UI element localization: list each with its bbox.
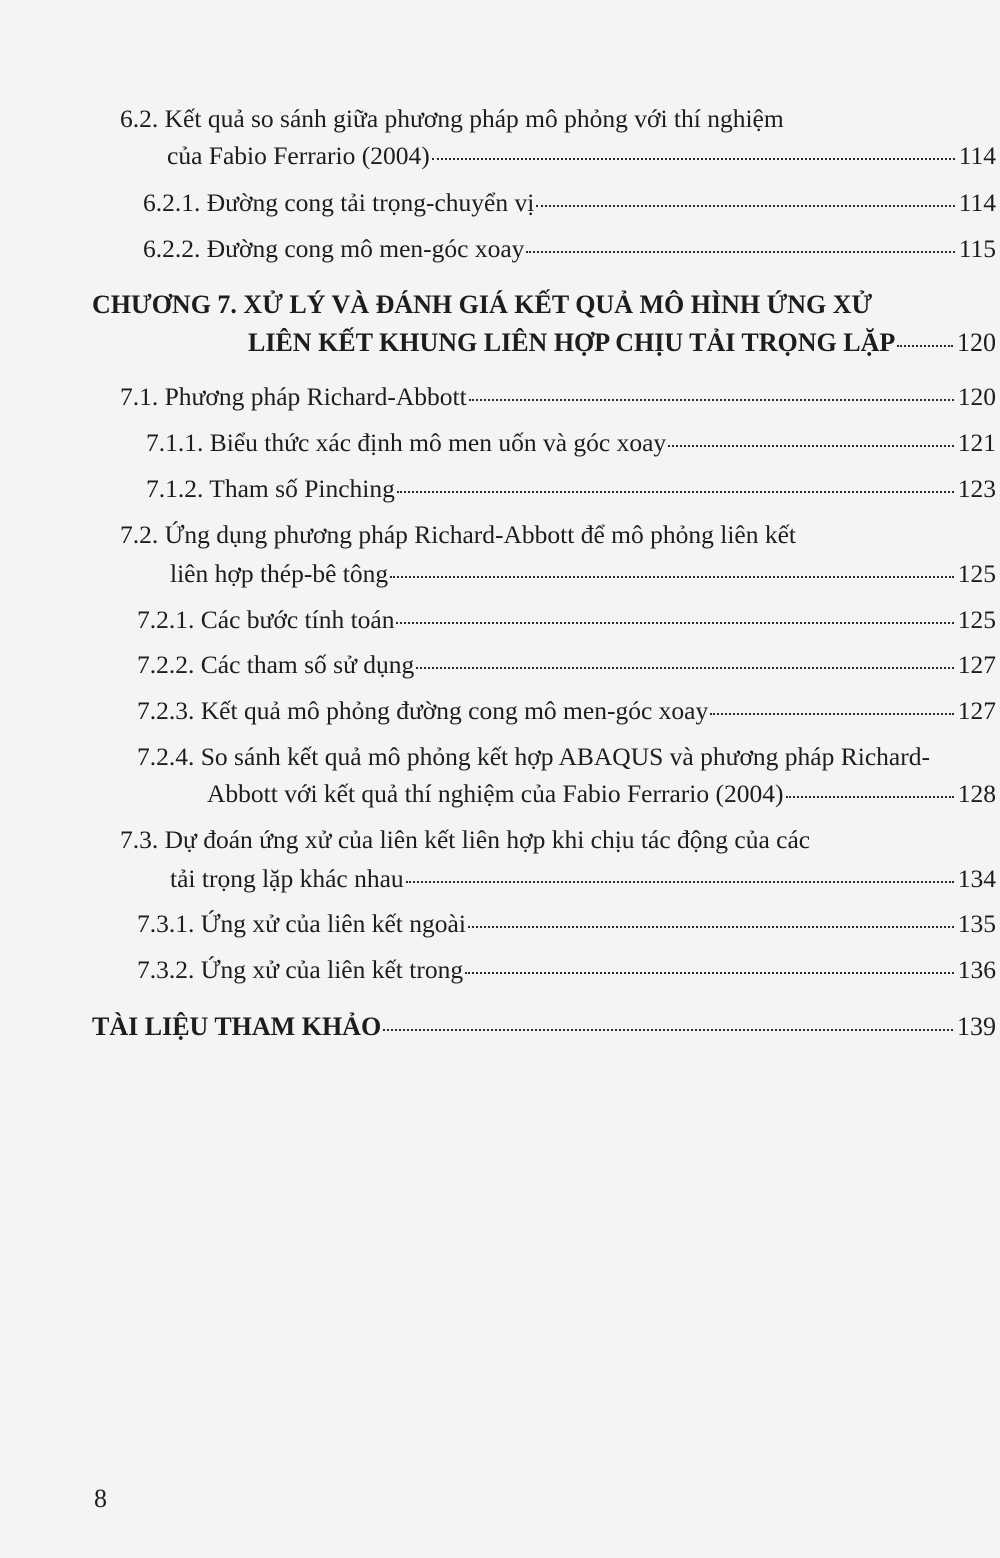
dot-leader — [396, 622, 953, 624]
page-ref: 114 — [958, 188, 996, 217]
page-ref: 120 — [957, 328, 996, 357]
toc-entry-7-2-1: 7.2.1. Các bước tính toán 125 — [137, 605, 996, 634]
toc-entry-7-2-2: 7.2.2. Các tham số sử dụng 127 — [137, 650, 996, 679]
page-ref: 136 — [957, 955, 996, 984]
toc-entry-7-1: 7.1. Phương pháp Richard-Abbott 120 — [120, 382, 996, 411]
page-ref: 127 — [957, 650, 996, 679]
page-ref: 134 — [957, 864, 996, 893]
dot-leader — [390, 576, 954, 578]
dot-leader — [383, 1029, 953, 1031]
toc-entry-7-2-3: 7.2.3. Kết quả mô phỏng đường cong mô men-góc xoay 127 — [137, 696, 996, 725]
dot-leader — [416, 667, 953, 669]
toc-references: TÀI LIỆU THAM KHẢO 139 — [92, 1012, 996, 1041]
toc-entry-6-2-1: 6.2.1. Đường cong tải trọng-chuyển vị 114 — [143, 188, 996, 217]
page-ref: 114 — [958, 141, 996, 170]
toc-entry-7-2-4-line1: 7.2.4. So sánh kết quả mô phỏng kết hợp ABAQUS và phương pháp Richard- — [137, 742, 930, 771]
toc-entry-6-2-2: 6.2.2. Đường cong mô men-góc xoay 115 — [143, 234, 996, 263]
toc-entry-7-3-2: 7.3.2. Ứng xử của liên kết trong 136 — [137, 955, 996, 984]
dot-leader — [397, 491, 954, 493]
page-ref: 128 — [957, 779, 996, 808]
page-ref: 125 — [957, 605, 996, 634]
page-number: 8 — [94, 1484, 107, 1513]
dot-leader — [465, 972, 954, 974]
dot-leader — [668, 445, 954, 447]
page-ref: 127 — [957, 696, 996, 725]
toc-entry-7-1-2: 7.1.2. Tham số Pinching 123 — [146, 474, 996, 503]
toc-entry-7-2-4-line2: Abbott với kết quả thí nghiệm của Fabio Ferrario (2004) 128 — [207, 779, 996, 808]
toc-entry-6-2-line2: của Fabio Ferrario (2004) 114 — [167, 141, 996, 170]
dot-leader — [432, 158, 955, 160]
page-ref: 120 — [957, 382, 996, 411]
dot-leader — [468, 926, 954, 928]
page-ref: 115 — [958, 234, 996, 263]
toc-entry-7-2-line1: 7.2. Ứng dụng phương pháp Richard-Abbott để mô phỏng liên kết — [120, 520, 796, 549]
toc-chapter-7-line1: CHƯƠNG 7. XỬ LÝ VÀ ĐÁNH GIÁ KẾT QUẢ MÔ HÌNH ỨNG XỬ — [92, 290, 873, 319]
toc-entry-7-3-line1: 7.3. Dự đoán ứng xử của liên kết liên hợp khi chịu tác động của các — [120, 825, 811, 854]
page-ref: 125 — [957, 559, 996, 588]
page-ref: 139 — [957, 1012, 996, 1041]
toc-entry-6-2-line1: 6.2. Kết quả so sánh giữa phương pháp mô phỏng với thí nghiệm — [120, 104, 784, 133]
toc-entry-7-3-line2: tải trọng lặp khác nhau 134 — [170, 864, 996, 893]
dot-leader — [897, 345, 953, 347]
dot-leader — [406, 881, 954, 883]
page-ref: 123 — [957, 474, 996, 503]
page-ref: 135 — [957, 909, 996, 938]
toc-entry-7-1-1: 7.1.1. Biểu thức xác định mô men uốn và góc xoay 121 — [146, 428, 996, 457]
toc-entry-7-2-line2: liên hợp thép-bê tông 125 — [170, 559, 996, 588]
dot-leader — [469, 399, 954, 401]
dot-leader — [536, 205, 954, 207]
dot-leader — [710, 713, 954, 715]
toc-chapter-7-line2: LIÊN KẾT KHUNG LIÊN HỢP CHỊU TẢI TRỌNG LẶP 120 — [248, 328, 996, 357]
toc-entry-7-3-1: 7.3.1. Ứng xử của liên kết ngoài 135 — [137, 909, 996, 938]
dot-leader — [786, 796, 954, 798]
page-ref: 121 — [957, 428, 996, 457]
dot-leader — [526, 251, 954, 253]
